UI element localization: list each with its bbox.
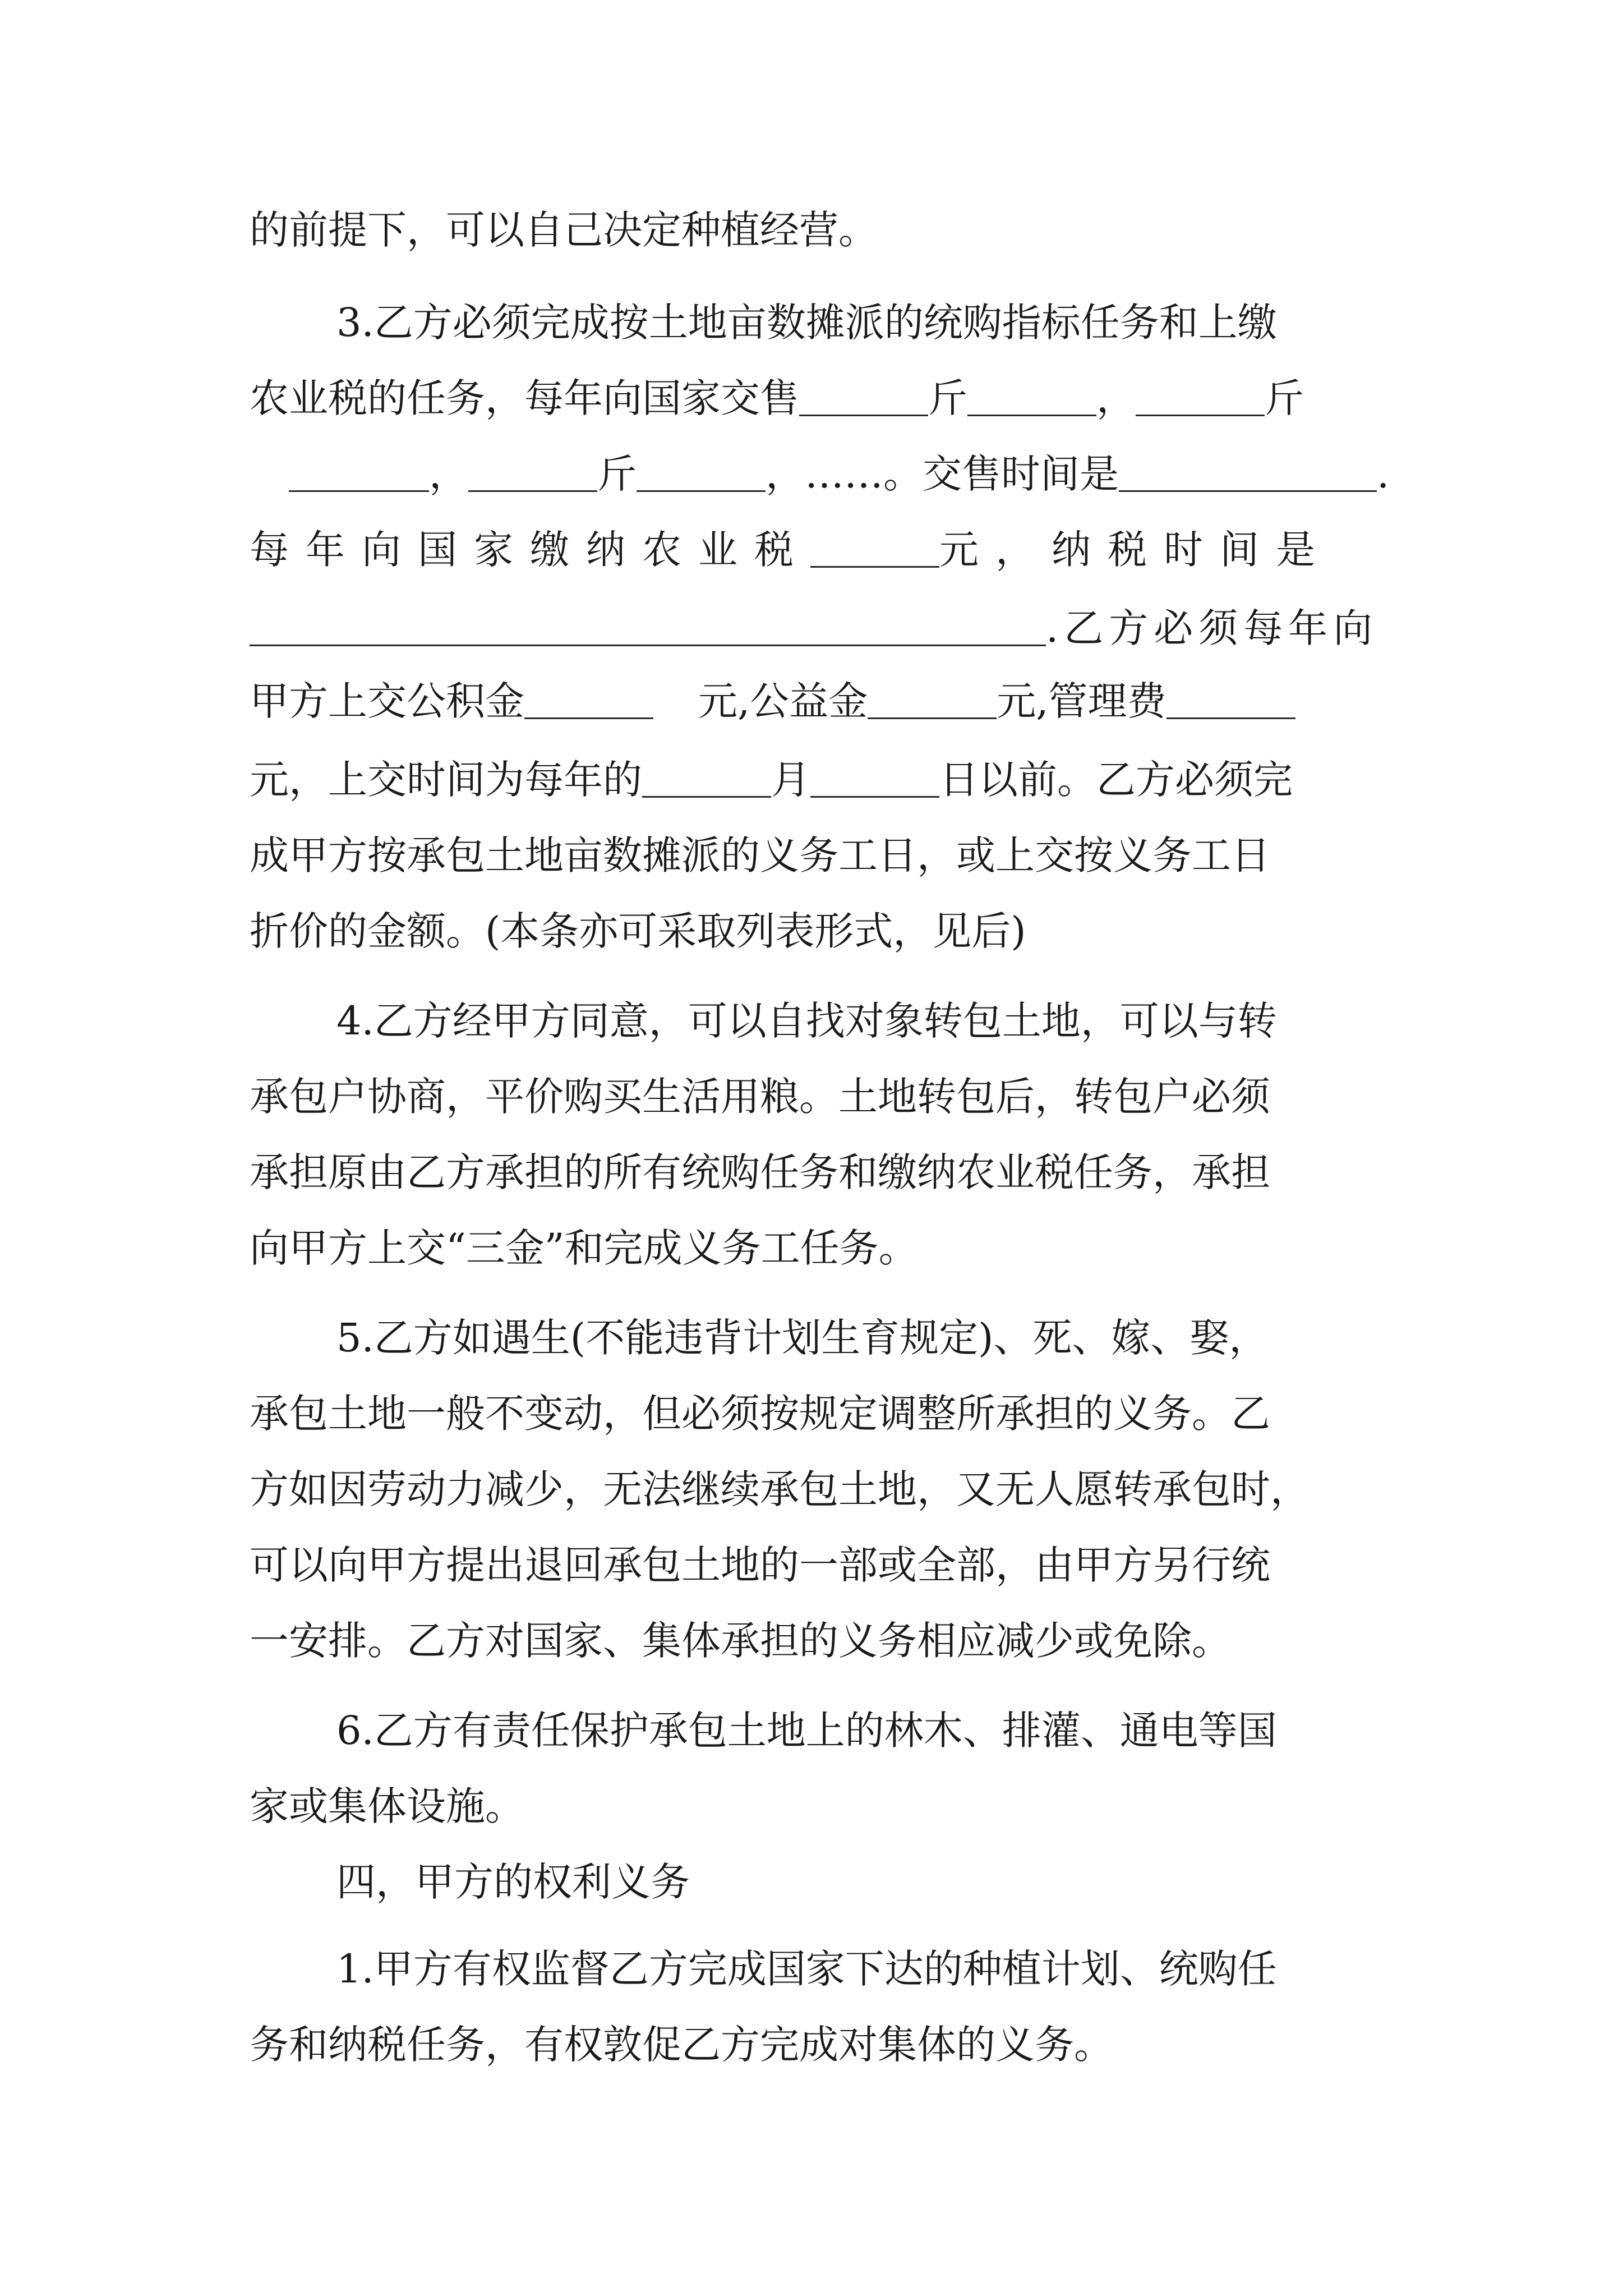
text-line: 的前提下，可以自己决定种植经营。 (250, 207, 878, 253)
text-line: 5.乙方如遇生(不能违背计划生育规定)、死、嫁、娶， (336, 1315, 1269, 1361)
text-line: 甲方上交公积金 元,公益金 元,管理费 (250, 670, 1388, 732)
text-line: 方如因劳动力减少，无法继续承包土地，又无人愿转承包时， (250, 1466, 1310, 1512)
text-line: 一安排。乙方对国家、集体承担的义务相应减少或免除。 (250, 1618, 1231, 1664)
text-line: 承包土地一般不变动，但必须按规定调整所承担的义务。乙 (250, 1391, 1270, 1437)
fill-blank (524, 678, 653, 719)
section-heading: 四，甲方的权利义务 (336, 1859, 690, 1905)
fill-blank (637, 451, 766, 492)
fill-blank (1119, 451, 1377, 492)
text-line: 承包户协商，平价购买生活用粮。土地转包后，转包户必须 (250, 1074, 1270, 1120)
fill-blank (289, 451, 429, 492)
text-line: 3.乙方必须完成按土地亩数摊派的统购指标任务和上缴 (336, 300, 1277, 346)
text-line: ， 斤 ，……。交售时间是 . (289, 443, 1427, 505)
text-line: 家或集体设施。 (250, 1783, 524, 1829)
text-line: 元，上交时间为每年的 月 日以前。乙方必须完 (250, 757, 1293, 803)
text-line: 务和纳税任务，有权敦促乙方完成对集体的义务。 (250, 2022, 1113, 2068)
fill-blank (868, 678, 997, 719)
fill-blank (810, 527, 939, 568)
fill-blank (810, 757, 939, 798)
text-line: 6.乙方有责任保护承包土地上的林木、排灌、通电等国 (336, 1708, 1277, 1754)
text-line: 4.乙方经甲方同意，可以自找对象转包土地，可以与转 (336, 998, 1277, 1044)
text-line: 承担原由乙方承担的所有统购任务和缴纳农业税任务，承担 (250, 1149, 1270, 1195)
text-line: 向甲方上交“三金”和完成义务工任务。 (250, 1225, 918, 1271)
fill-blank (468, 451, 597, 492)
fill-blank (799, 375, 928, 416)
fill-blank (250, 605, 1046, 646)
fill-blank (1166, 678, 1295, 719)
text-line: 折价的金额。(本条亦可采取列表形式，见后) (250, 908, 1026, 954)
text-line: 农业税的任务，每年向国家交售 斤 ， 斤 (250, 375, 1304, 421)
text-line: .乙方必须每年向 (250, 597, 1388, 659)
text-line: 成甲方按承包土地亩数摊派的义务工日，或上交按义务工日 (250, 832, 1270, 878)
text-line: 可以向甲方提出退回承包土地的一部或全部，由甲方另行统 (250, 1542, 1270, 1588)
text-line: 1.甲方有权监督乙方完成国家下达的种植计划、统购任 (336, 1946, 1277, 1992)
fill-blank (967, 375, 1096, 416)
fill-blank (1136, 375, 1265, 416)
fill-blank (642, 757, 771, 798)
text-line: 每年向国家缴纳农业税 元，纳税时间是 (250, 527, 1332, 573)
